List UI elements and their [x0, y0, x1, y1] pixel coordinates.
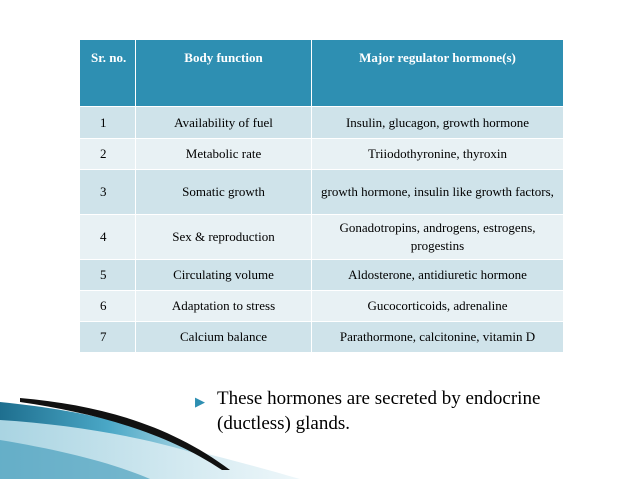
table-row [80, 291, 564, 322]
cell-function: Somatic growth [136, 170, 312, 215]
cell-hormones: Aldosterone, antidiuretic hormone [312, 260, 564, 291]
cell-function: Availability of fuel [136, 107, 312, 139]
cell-no: 5 [80, 260, 136, 291]
cell-no: 7 [80, 322, 136, 353]
bullet-text: These hormones are secreted by endocrine (ductless) glands. [217, 388, 541, 434]
cell-hormones: growth hormone, insulin like growth factors, [312, 170, 564, 215]
table-row [80, 260, 564, 291]
cell-hormones: Parathormone, calcitonine, vitamin D [312, 322, 564, 353]
header-regulator-hormones: Major regulator hormone(s) [312, 40, 564, 107]
cell-no: 2 [80, 139, 136, 170]
cell-function: Calcium balance [136, 322, 312, 353]
cell-function: Metabolic rate [136, 139, 312, 170]
cell-no: 3 [80, 170, 136, 215]
table-row [80, 107, 564, 139]
cell-no: 1 [80, 107, 136, 139]
cell-function: Sex & reproduction [136, 215, 312, 260]
cell-hormones: Insulin, glucagon, growth hormone [312, 107, 564, 139]
cell-hormones: Gonadotropins, androgens, estrogens, progestins [312, 215, 564, 260]
bullet-point [195, 386, 615, 436]
hormone-table [79, 39, 564, 353]
table-row [80, 215, 564, 260]
cell-function: Circulating volume [136, 260, 312, 291]
header-body-function: Body function [136, 40, 312, 107]
cell-no: 6 [80, 291, 136, 322]
table-header-row [80, 40, 564, 107]
header-sr-no: Sr. no. [80, 40, 136, 107]
cell-hormones: Gucocorticoids, adrenaline [312, 291, 564, 322]
table-row [80, 322, 564, 353]
arrow-right-icon: ▶ [195, 394, 205, 409]
cell-hormones: Triiodothyronine, thyroxin [312, 139, 564, 170]
cell-function: Adaptation to stress [136, 291, 312, 322]
cell-no: 4 [80, 215, 136, 260]
table-row [80, 170, 564, 215]
table-row [80, 139, 564, 170]
